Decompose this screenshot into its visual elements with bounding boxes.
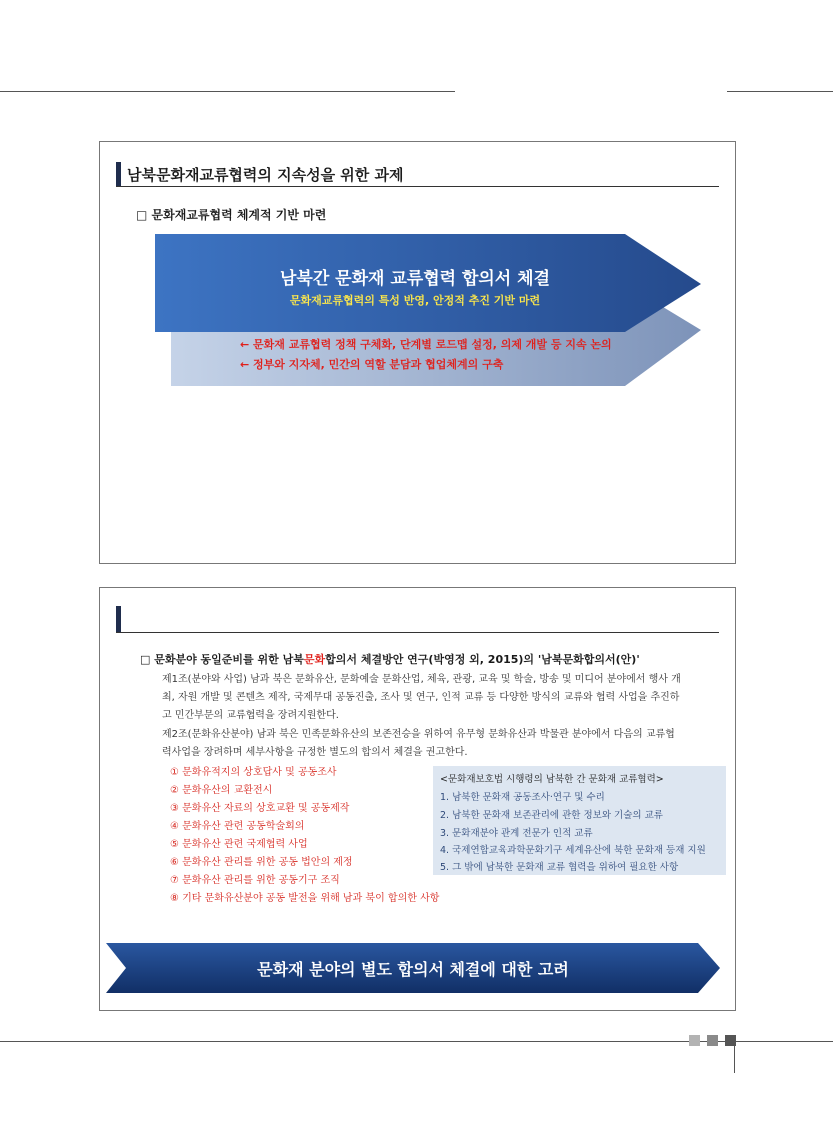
bullet-text-post: 합의서 체결방안 연구(박영정 외, 2015)의 '남북문화합의서(안)' xyxy=(325,653,640,666)
slide-2 xyxy=(99,587,736,1011)
red-list-item: ④ 문화유산 관련 공동학술회의 xyxy=(170,821,305,832)
slide-1 xyxy=(99,141,736,564)
info-box-item: 4. 국제연합교육과학문화기구 세계유산에 북한 문화재 등재 지원 xyxy=(440,845,706,856)
title-underline xyxy=(116,632,719,633)
red-note-2: ← 정부와 지자체, 민간의 역할 분담과 협업체계의 구축 xyxy=(240,358,504,371)
top-rule-left xyxy=(0,91,455,92)
info-box-item: 5. 그 밖에 남북한 문화재 교류 협력을 위하여 필요한 사항 xyxy=(440,862,679,873)
slide-1-bullet: □ 문화재교류협력 체계적 기반 마련 xyxy=(136,208,327,222)
red-list-item: ⑤ 문화유산 관련 국제협력 사업 xyxy=(170,839,308,850)
slide-1-title: 남북문화재교류협력의 지속성을 위한 과제 xyxy=(127,166,404,184)
info-box-item: 3. 문화재분야 관계 전문가 인적 교류 xyxy=(440,828,593,839)
article-1-line: 최, 자원 개발 및 콘텐츠 제작, 국제무대 공동진출, 조사 및 연구, 인적 교류 등 다양한 방식의 교류와 협력 사업을 추진하 xyxy=(162,692,680,703)
footer-square-icon xyxy=(689,1035,700,1046)
slide-2-bullet xyxy=(140,651,640,667)
info-box-heading: <문화재보호법 시행령의 남북한 간 문화재 교류협력> xyxy=(440,774,664,785)
red-list-item: ⑧ 기타 문화유산분야 공동 발전을 위해 남과 북이 합의한 사항 xyxy=(170,893,440,904)
red-list-item: ⑦ 문화유산 관리를 위한 공동기구 조직 xyxy=(170,875,340,886)
arrow-subtitle: 문화재교류협력의 특성 반영, 안정적 추진 기반 마련 xyxy=(289,294,541,307)
article-1-line: 고 민간부문의 교류협력을 장려지원한다. xyxy=(162,710,339,721)
banner-text: 문화재 분야의 별도 합의서 체결에 대한 고려 xyxy=(257,960,569,979)
red-note-1: ← 문화재 교류협력 정책 구체화, 단계별 로드맵 설정, 의제 개발 등 지속 논의 xyxy=(240,338,612,351)
red-list-item: ① 문화유적지의 상호답사 및 공동조사 xyxy=(170,767,337,778)
red-list-item: ⑥ 문화유산 관리를 위한 공동 법안의 제정 xyxy=(170,857,353,868)
title-underline xyxy=(116,186,719,187)
info-box-item: 1. 남북한 문화재 공동조사·연구 및 수리 xyxy=(440,792,605,803)
article-2-line: 제2조(문화유산분야) 남과 북은 민족문화유산의 보존전승을 위하여 유무형 문화유산과 박물관 분야에서 다음의 교류협 xyxy=(162,729,675,740)
bullet-text-red: 문화 xyxy=(303,653,326,666)
title-accent-bar xyxy=(116,606,121,632)
title-accent-bar xyxy=(116,162,121,186)
article-1-line: 제1조(분야와 사업) 남과 북은 문화유산, 문화예술 문화산업, 체육, 관광, 교육 및 학술, 방송 및 미디어 분야에서 행사 개 xyxy=(162,674,681,685)
bullet-text-pre: □ 문화분야 동일준비를 위한 남북 xyxy=(140,653,304,666)
top-rule-right xyxy=(727,91,833,92)
red-list-item: ③ 문화유산 자료의 상호교환 및 공동제작 xyxy=(170,803,350,814)
info-box-item: 2. 남북한 문화재 보존관리에 관한 정보와 기술의 교류 xyxy=(440,810,663,821)
footer-vertical-rule xyxy=(734,1041,735,1073)
article-2-line: 력사업을 장려하며 세부사항을 규정한 별도의 합의서 체결을 권고한다. xyxy=(162,747,468,758)
footer-square-icon xyxy=(707,1035,718,1046)
arrow-title: 남북간 문화재 교류협력 합의서 체결 xyxy=(279,269,550,289)
red-list-item: ② 문화유산의 교환전시 xyxy=(170,785,273,796)
